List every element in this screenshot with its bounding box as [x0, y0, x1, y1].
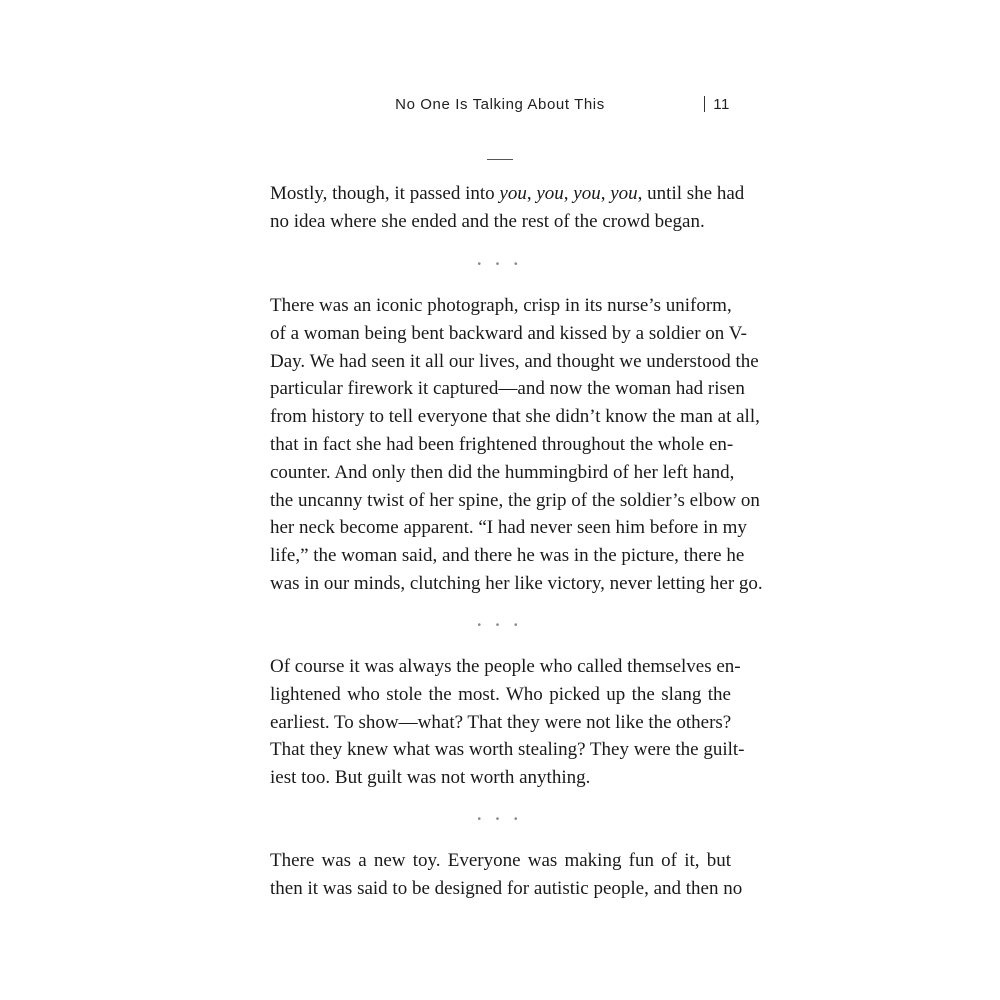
line-text: , [600, 183, 611, 204]
emphasis: you [499, 183, 527, 204]
chapter-rule [487, 159, 513, 160]
page-number: 11 [713, 96, 730, 113]
paragraph-line: of a woman being bent backward and kissed by a soldier on V- [270, 322, 748, 344]
paragraph-line: life,” the woman said, and there he was in the picture, there he [270, 545, 745, 567]
paragraph-line: then it was said to be designed for autistic people, and then no [270, 877, 743, 899]
section-separator: • • • [477, 620, 524, 631]
paragraph-1 [270, 180, 745, 236]
emphasis: you [536, 183, 564, 204]
line-text: , [563, 183, 574, 204]
paragraph-line: from history to tell everyone that she didn’t know the man at all, [270, 406, 760, 428]
paragraph-line: Day. We had seen it all our lives, and thought we understood the [270, 350, 759, 372]
paragraph-line: There was a new toy. Everyone was making fun of it, but [270, 850, 731, 871]
emphasis: you [610, 183, 638, 204]
folio-divider [704, 96, 705, 112]
paragraph-line: lightened who stole the most. Who picked up the slang the [270, 683, 731, 705]
paragraph-line: particular firework it captured—and now the woman had risen [270, 378, 745, 400]
paragraph-3 [270, 653, 745, 792]
paragraph-line: was in our minds, clutching her like victory, never letting her go. [270, 572, 763, 594]
section-separator: • • • [477, 259, 524, 270]
section-separator: • • • [477, 814, 524, 825]
emphasis: you [573, 183, 601, 204]
line-text: , [526, 183, 537, 204]
paragraph-line: counter. And only then did the hummingbird of her left hand, [270, 461, 735, 483]
paragraph-4 [270, 847, 743, 903]
running-head [270, 96, 730, 120]
paragraph-line: That they knew what was worth stealing? They were the guilt- [270, 739, 745, 761]
paragraph-line [270, 180, 745, 208]
paragraph-line: iest too. But guilt was not worth anything. [270, 767, 591, 789]
paragraph-line: the uncanny twist of her spine, the grip of the soldier’s elbow on [270, 489, 760, 511]
paragraph-line: that in fact she had been frightened throughout the whole en- [270, 433, 734, 455]
paragraph-line: There was an iconic photograph, crisp in its nurse’s uniform, [270, 295, 732, 316]
line-text: , until she had [637, 183, 745, 204]
paragraph-line: no idea where she ended and the rest of the crowd began. [270, 210, 705, 232]
paragraph-line: her neck become apparent. “I had never seen him before in my [270, 517, 747, 539]
paragraph-line: earliest. To show—what? That they were not like the others? [270, 711, 732, 733]
paragraph-2 [270, 292, 763, 598]
line-text: Mostly, though, it passed into [270, 183, 500, 204]
paragraph-line: Of course it was always the people who called themselves en- [270, 656, 741, 677]
running-title: No One Is Talking About This [395, 96, 605, 113]
folio [704, 96, 730, 113]
